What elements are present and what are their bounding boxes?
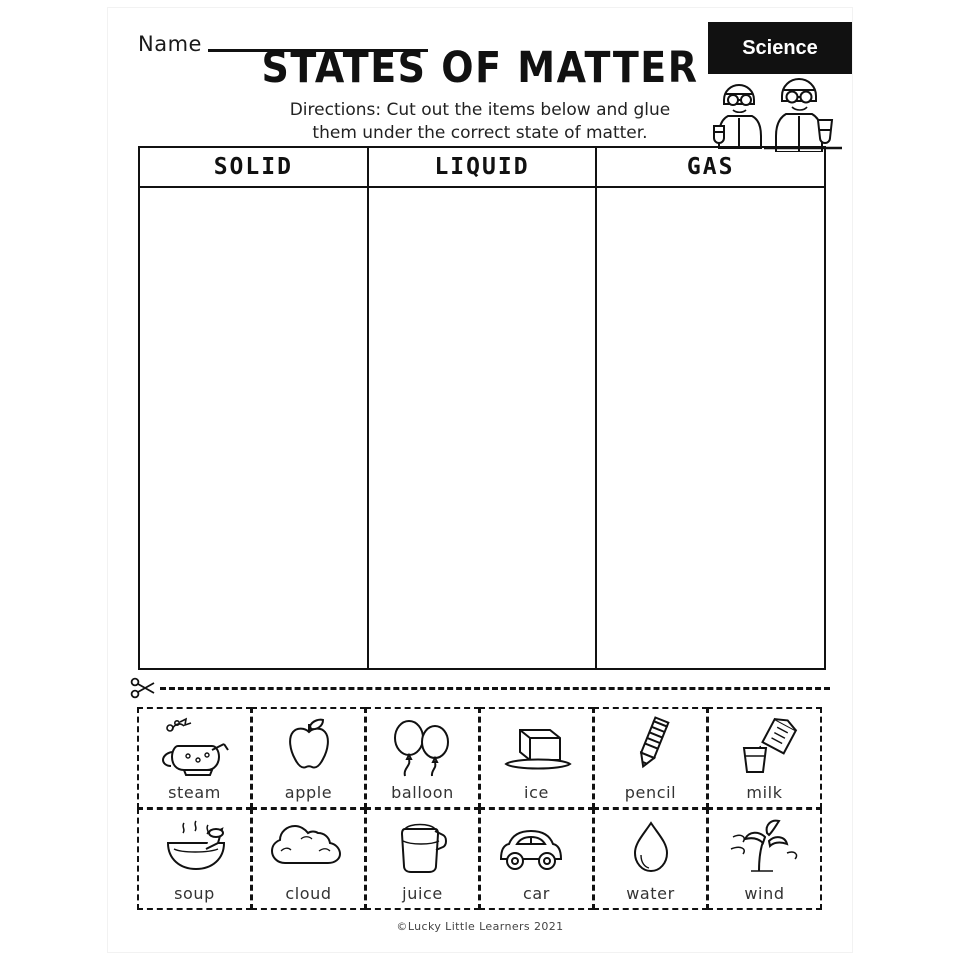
paper-sheet bbox=[108, 8, 852, 952]
directions-text bbox=[108, 99, 852, 145]
card-car[interactable] bbox=[479, 808, 594, 910]
column-header-liquid-label: LIQUID bbox=[434, 154, 530, 180]
card-apple[interactable] bbox=[251, 707, 366, 809]
apple-icon bbox=[253, 709, 364, 785]
card-label: juice bbox=[402, 884, 443, 903]
cut-dashed-line bbox=[160, 687, 830, 690]
card-label: soup bbox=[174, 884, 215, 903]
science-badge-label: Science bbox=[742, 36, 818, 59]
balloons-icon bbox=[367, 709, 478, 785]
card-label: ice bbox=[524, 783, 549, 802]
card-ice[interactable] bbox=[479, 707, 594, 809]
directions-line-1: Directions: Cut out the items below and glue bbox=[289, 99, 671, 120]
column-header-liquid bbox=[367, 148, 596, 186]
card-water[interactable] bbox=[593, 808, 708, 910]
wind-tree-icon bbox=[709, 810, 820, 886]
sorting-table bbox=[138, 146, 826, 670]
water-drop-icon bbox=[595, 810, 706, 886]
teapot-steam-icon bbox=[139, 709, 250, 785]
card-label: balloon bbox=[391, 783, 454, 802]
copyright-footer: ©Lucky Little Learners 2021 bbox=[396, 920, 564, 933]
name-label: Name bbox=[138, 32, 202, 56]
card-soup[interactable] bbox=[137, 808, 252, 910]
card-wind[interactable] bbox=[707, 808, 822, 910]
column-header-gas-label: GAS bbox=[686, 154, 735, 180]
card-steam[interactable] bbox=[137, 707, 252, 809]
card-label: cloud bbox=[285, 884, 332, 903]
ice-cube-icon bbox=[481, 709, 592, 785]
soup-bowl-icon bbox=[139, 810, 250, 886]
card-juice[interactable] bbox=[365, 808, 480, 910]
directions-line-2: them under the correct state of matter. bbox=[312, 122, 648, 143]
card-balloon[interactable] bbox=[365, 707, 480, 809]
cut-out-cards-grid bbox=[138, 708, 822, 910]
column-header-solid bbox=[140, 148, 367, 186]
cut-line-row bbox=[130, 676, 830, 700]
drop-area-gas[interactable] bbox=[595, 188, 824, 668]
card-label: wind bbox=[744, 884, 785, 903]
card-label: milk bbox=[746, 783, 783, 802]
car-icon bbox=[481, 810, 592, 886]
pencil-icon bbox=[595, 709, 706, 785]
column-header-gas bbox=[595, 148, 824, 186]
card-label: car bbox=[523, 884, 550, 903]
drop-area-liquid[interactable] bbox=[367, 188, 596, 668]
juice-pitcher-icon bbox=[367, 810, 478, 886]
card-label: water bbox=[626, 884, 675, 903]
card-cloud[interactable] bbox=[251, 808, 366, 910]
page-title: STATES OF MATTER bbox=[261, 42, 699, 92]
card-milk[interactable] bbox=[707, 707, 822, 809]
scissors-icon bbox=[130, 676, 156, 700]
card-label: steam bbox=[168, 783, 221, 802]
sorting-table-header bbox=[140, 148, 824, 188]
card-label: apple bbox=[284, 783, 333, 802]
column-header-solid-label: SOLID bbox=[213, 154, 293, 180]
card-pencil[interactable] bbox=[593, 707, 708, 809]
sorting-table-body bbox=[140, 188, 824, 668]
drop-area-solid[interactable] bbox=[140, 188, 367, 668]
milk-carton-icon bbox=[709, 709, 820, 785]
card-label: pencil bbox=[624, 783, 677, 802]
cloud-icon bbox=[253, 810, 364, 886]
